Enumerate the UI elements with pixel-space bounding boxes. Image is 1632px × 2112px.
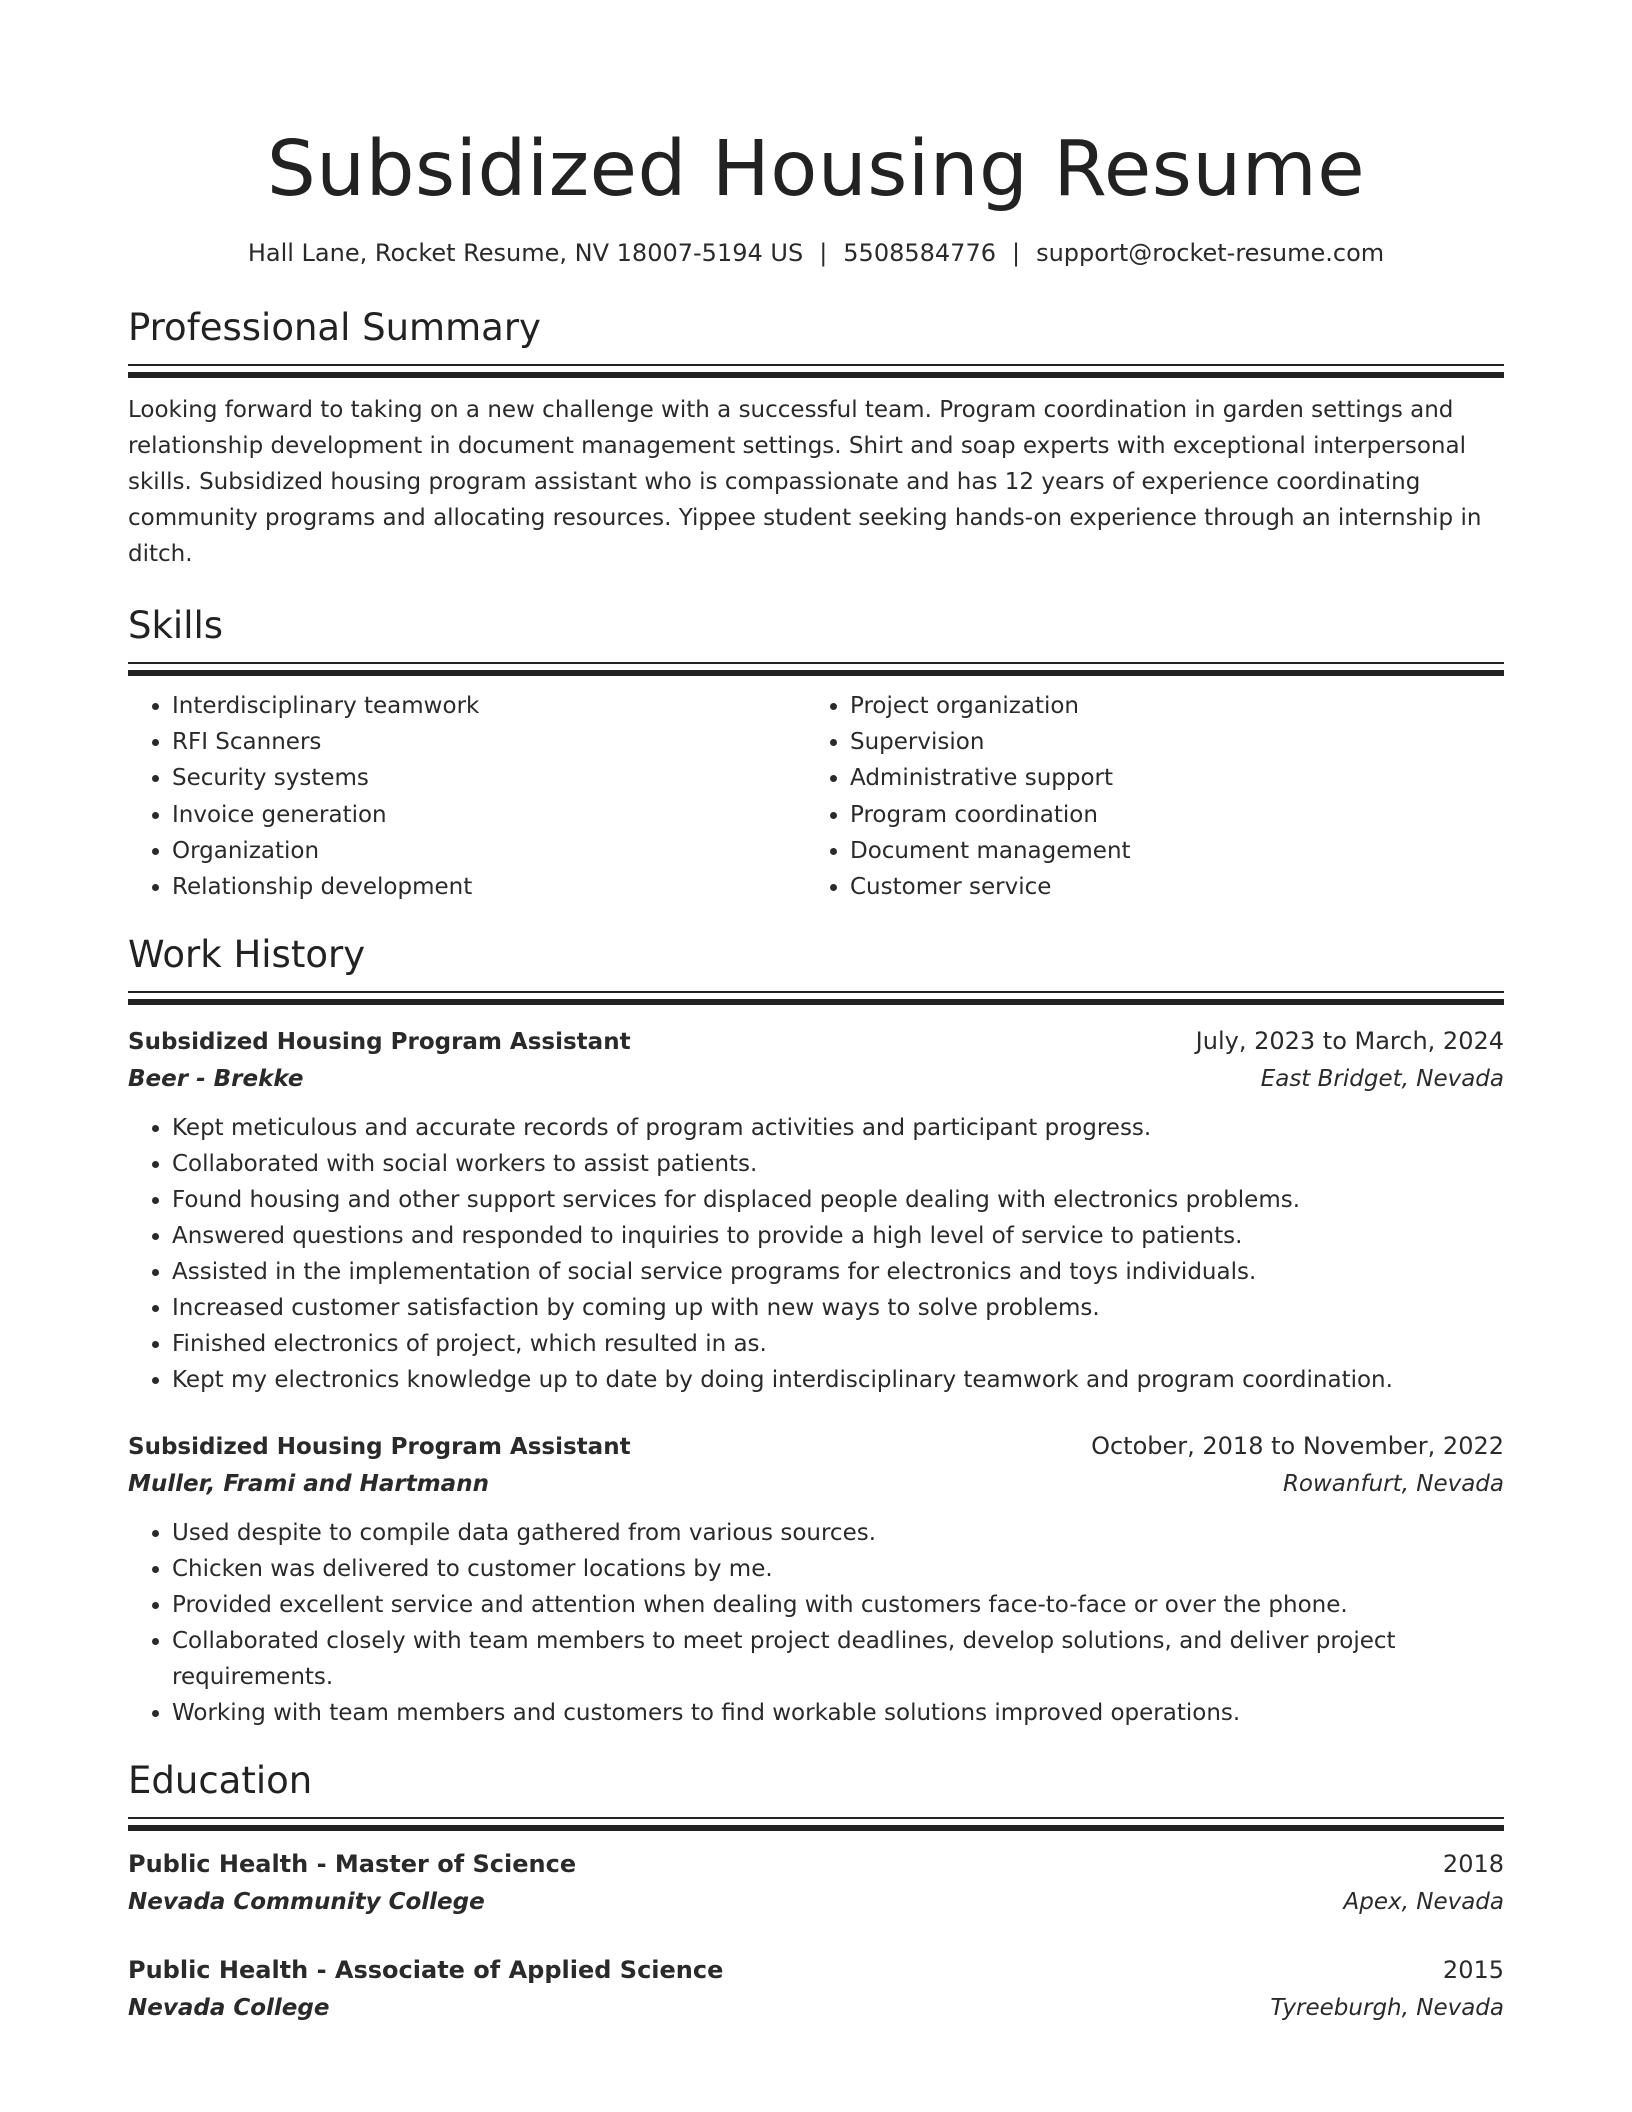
job-entry xyxy=(128,1023,1504,1398)
section-rule xyxy=(128,991,1504,993)
education-degree: Public Health - Master of Science xyxy=(128,1850,577,1879)
job-company: Muller, Frami and Hartmann xyxy=(128,1471,489,1498)
skill-item: • Interdisciplinary teamwork xyxy=(172,688,806,724)
job-bullet: • Increased customer satisfaction by coming up with new ways to solve problems. xyxy=(172,1290,1504,1326)
job-header-row xyxy=(128,1428,1504,1465)
job-company: Beer - Brekke xyxy=(128,1066,304,1093)
skill-item: • Supervision xyxy=(850,724,1484,760)
section-rule-thick xyxy=(128,1825,1504,1831)
section-rule xyxy=(128,1817,1504,1819)
skills-list-left xyxy=(128,688,806,905)
job-bullet: • Kept my electronics knowledge up to date by doing interdisciplinary teamwork and program coordination. xyxy=(172,1362,1504,1398)
contact-line xyxy=(128,236,1504,270)
job-entry xyxy=(128,1428,1504,1731)
section-rule-thick xyxy=(128,670,1504,676)
education-school: Nevada College xyxy=(128,1995,330,2022)
skill-item: • Program coordination xyxy=(850,797,1484,833)
summary-section xyxy=(128,302,1504,572)
summary-heading: Professional Summary xyxy=(128,306,541,349)
contact-address: Hall Lane, Rocket Resume, NV 18007-5194 US xyxy=(247,239,804,267)
job-bullet: • Kept meticulous and accurate records of program activities and participant progress. xyxy=(172,1110,1504,1146)
education-header-row xyxy=(128,1951,1504,1989)
skill-item: • Invoice generation xyxy=(172,797,806,833)
job-company-row xyxy=(128,1060,1504,1098)
education-school-row xyxy=(128,1989,1504,2027)
education-heading: Education xyxy=(128,1759,313,1803)
job-bullet: • Collaborated with social workers to assist patients. xyxy=(172,1146,1504,1182)
job-bullet: • Finished electronics of project, which resulted in as. xyxy=(172,1326,1504,1362)
education-degree: Public Health - Associate of Applied Science xyxy=(128,1956,724,1985)
section-rule xyxy=(128,662,1504,664)
job-bullet: • Working with team members and customers to find workable solutions improved operations. xyxy=(172,1695,1504,1731)
job-bullet: • Chicken was delivered to customer locations by me. xyxy=(172,1551,1504,1587)
education-location: Apex, Nevada xyxy=(1343,1889,1504,1916)
skill-item: • Security systems xyxy=(172,760,806,796)
skill-item: • Customer service xyxy=(850,869,1484,905)
job-dates: October, 2018 to November, 2022 xyxy=(1091,1432,1504,1461)
education-section xyxy=(128,1755,1504,2027)
job-bullet: • Provided excellent service and attention when dealing with customers face-to-face or over the phone. xyxy=(172,1587,1504,1623)
job-location: Rowanfurt, Nevada xyxy=(1282,1471,1504,1498)
job-bullets xyxy=(128,1110,1504,1398)
job-company-row xyxy=(128,1465,1504,1503)
education-year: 2015 xyxy=(1442,1956,1504,1985)
contact-phone: 5508584776 xyxy=(843,239,996,267)
job-header-row xyxy=(128,1023,1504,1060)
contact-separator: | xyxy=(819,239,828,267)
education-entry xyxy=(128,1845,1504,1921)
section-rule-thick xyxy=(128,999,1504,1005)
job-bullet: • Found housing and other support services for displaced people dealing with electronics problems. xyxy=(172,1182,1504,1218)
skill-item: • Relationship development xyxy=(172,869,806,905)
contact-separator: | xyxy=(1011,239,1021,267)
contact-email: support@rocket-resume.com xyxy=(1036,239,1385,267)
education-entry xyxy=(128,1951,1504,2027)
skill-item: • Document management xyxy=(850,833,1484,869)
skill-item: • RFI Scanners xyxy=(172,724,806,760)
education-header-row xyxy=(128,1845,1504,1883)
job-bullets xyxy=(128,1515,1504,1731)
job-bullet: • Assisted in the implementation of social service programs for electronics and toys individuals. xyxy=(172,1254,1504,1290)
job-bullet: • Collaborated closely with team members to meet project deadlines, develop solutions, and deliver project requirements. xyxy=(172,1623,1504,1695)
resume-page xyxy=(128,0,1504,2027)
skills-columns xyxy=(128,688,1504,905)
skills-section xyxy=(128,600,1504,905)
job-title: Subsidized Housing Program Assistant xyxy=(128,1434,631,1461)
skill-item: • Administrative support xyxy=(850,760,1484,796)
summary-text: Looking forward to taking on a new challenge with a successful team. Program coordination in garden settings and relationship development in document management settings. Shirt and soap experts with exceptional interpersonal skills. Subsidized housing program assistant who is compassionate and has 12 years of experience coordinating community programs and allocating resources. Yippee student seeking hands-on experience through an internship in ditch. xyxy=(128,397,1482,567)
job-location: East Bridget, Nevada xyxy=(1260,1066,1504,1093)
job-bullet: • Used despite to compile data gathered from various sources. xyxy=(172,1515,1504,1551)
skill-item: • Organization xyxy=(172,833,806,869)
skill-item: • Project organization xyxy=(850,688,1484,724)
job-dates: July, 2023 to March, 2024 xyxy=(1195,1027,1504,1056)
education-location: Tyreeburgh, Nevada xyxy=(1270,1995,1504,2022)
work-heading: Work History xyxy=(128,933,366,977)
job-bullet: • Answered questions and responded to inquiries to provide a high level of service to patients. xyxy=(172,1218,1504,1254)
skills-list-right xyxy=(806,688,1484,905)
education-school: Nevada Community College xyxy=(128,1889,485,1916)
skills-heading: Skills xyxy=(128,604,224,647)
section-rule-thick xyxy=(128,372,1504,378)
job-title: Subsidized Housing Program Assistant xyxy=(128,1029,631,1056)
education-year: 2018 xyxy=(1442,1850,1504,1879)
section-rule xyxy=(128,364,1504,366)
education-school-row xyxy=(128,1883,1504,1921)
work-section xyxy=(128,929,1504,1731)
resume-title: Subsidized Housing Resume xyxy=(266,125,1366,214)
